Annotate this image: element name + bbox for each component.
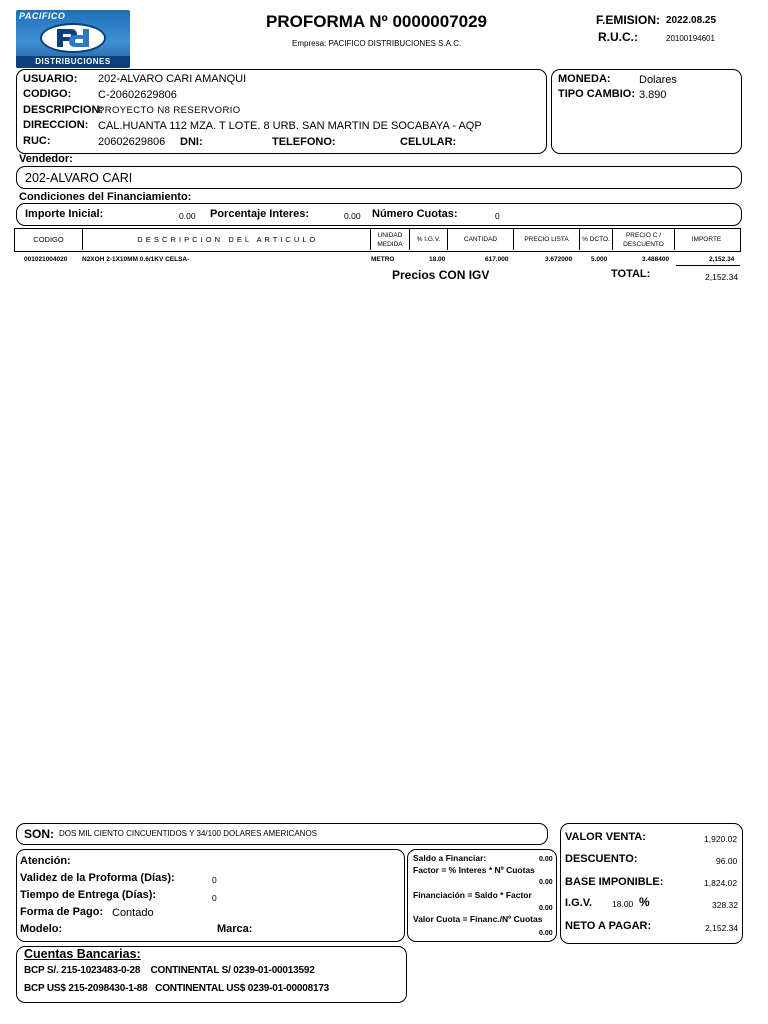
saldo-value: 0.00 xyxy=(539,856,553,863)
importe-inicial-label: Importe Inicial: xyxy=(25,208,104,220)
base-imponible-label: BASE IMPONIBLE: xyxy=(565,876,664,888)
telefono-label: TELEFONO: xyxy=(272,136,336,148)
tiempo-entrega-value: 0 xyxy=(212,893,217,903)
modelo-label: Modelo: xyxy=(20,923,63,935)
logo-bottom-text: DISTRIBUCIONES xyxy=(16,56,130,68)
descripcion-value: PROYECTO N8 RESERVORIO xyxy=(98,105,241,116)
row-dcto: 5.000 xyxy=(591,256,608,263)
validez-value: 0 xyxy=(212,875,217,885)
tiempo-entrega-label: Tiempo de Entrega (Días): xyxy=(20,889,157,901)
row-cantidad: 617.000 xyxy=(485,256,509,263)
col-precio-desc: PRECIO C / DESCUENTO xyxy=(612,229,674,250)
usuario-label: USUARIO: xyxy=(23,73,78,85)
items-table-header xyxy=(14,228,741,252)
descripcion-label: DESCRIPCION: xyxy=(23,104,104,116)
row-precio-desc: 3.488400 xyxy=(642,256,670,263)
descuento-label: DESCUENTO: xyxy=(565,853,638,865)
codigo-label: CODIGO: xyxy=(23,88,72,100)
factor-label: Factor = % Interes * Nº Cuotas xyxy=(413,865,535,875)
col-igv: % I.G.V. xyxy=(409,229,447,250)
financiacion-value: 0.00 xyxy=(539,905,553,912)
factor-value: 0.00 xyxy=(539,879,553,886)
tipo-cambio-label: TIPO CAMBIO: xyxy=(558,88,635,100)
emision-value: 2022.08.25 xyxy=(666,15,717,26)
row-importe: 2,152.34 xyxy=(709,256,735,263)
cuotas-label: Número Cuotas: xyxy=(372,208,458,220)
celular-label: CELULAR: xyxy=(400,136,457,148)
ruc-label: R.U.C.: xyxy=(598,30,638,44)
valor-cuota-label: Valor Cuota = Financ./Nº Cuotas xyxy=(413,914,543,924)
tipo-cambio-value: 3.890 xyxy=(639,89,667,101)
valor-venta-label: VALOR VENTA: xyxy=(565,831,646,843)
base-imponible-value: 1,824.02 xyxy=(704,878,738,888)
codigo-value: C-20602629806 xyxy=(98,89,177,101)
validez-label: Validez de la Proforma (Días): xyxy=(20,872,175,884)
logo-top-text: PACIFICO xyxy=(19,11,66,21)
row-igv: 18.00 xyxy=(429,256,446,263)
row-precio-lista: 3.672000 xyxy=(545,256,573,263)
valor-venta-value: 1,920.02 xyxy=(704,834,738,844)
vendedor-label: Vendedor: xyxy=(19,153,73,165)
vendedor-value: 202-ALVARO CARI xyxy=(25,171,133,185)
col-unidad: UNIDAD MEDIDA xyxy=(370,229,409,250)
dni-label: DNI: xyxy=(180,136,203,148)
col-codigo: CODIGO xyxy=(33,235,64,244)
row-unidad: METRO xyxy=(371,256,395,263)
valor-cuota-value: 0.00 xyxy=(539,930,553,937)
igv-label: I.G.V. xyxy=(565,897,593,909)
total-value: 2,152.34 xyxy=(705,272,739,282)
bank-title: Cuentas Bancarias: xyxy=(24,947,141,961)
porcentaje-label: Porcentaje Interes: xyxy=(210,208,310,220)
ruc-client-value: 20602629806 xyxy=(98,136,166,148)
bank-line-2: BCP US$ 215-2098430-1-88 CONTINENTAL US$ 0239-01-00008173 xyxy=(24,983,330,994)
total-label: TOTAL: xyxy=(611,268,651,280)
total-rule xyxy=(676,265,740,266)
col-importe: IMPORTE xyxy=(674,229,738,250)
saldo-label: Saldo a Financiar: xyxy=(413,853,487,863)
proforma-title: PROFORMA Nº 0000007029 xyxy=(266,12,488,31)
financiacion-label: Financiación = Saldo * Factor xyxy=(413,890,532,900)
forma-pago-value: Contado xyxy=(112,907,154,919)
forma-pago-label: Forma de Pago: xyxy=(20,906,104,918)
son-value: DOS MIL CIENTO CINCUENTIDOS Y 34/100 DOLARES AMERICANOS xyxy=(59,829,317,838)
empresa-name: Empresa: PACIFICO DISTRIBUCIONES S.A.C. xyxy=(292,39,462,48)
igv-percent-sign: % xyxy=(639,895,650,909)
neto-value: 2,152.34 xyxy=(705,923,739,933)
row-codigo: 001021004020 xyxy=(24,256,68,263)
usuario-value: 202-ALVARO CARI AMANQUI xyxy=(98,73,247,85)
direccion-value: CAL.HUANTA 112 MZA. T LOTE. 8 URB. SAN MARTIN DE SOCABAYA - AQP xyxy=(98,120,482,132)
bank-line-1: BCP S/. 215-1023483-0-28 CONTINENTAL S/ 0239-01-00013592 xyxy=(24,965,315,976)
descuento-value: 96.00 xyxy=(716,856,738,866)
ruc-client-label: RUC: xyxy=(23,135,51,147)
precios-note: Precios CON IGV xyxy=(392,268,490,282)
importe-inicial-value: 0.00 xyxy=(179,211,196,221)
emision-label: F.EMISION: xyxy=(596,13,661,27)
porcentaje-value: 0.00 xyxy=(344,211,361,221)
pd-monogram-icon xyxy=(54,26,92,50)
atencion-label: Atención: xyxy=(20,855,71,867)
direccion-label: DIRECCION: xyxy=(23,119,89,131)
neto-label: NETO A PAGAR: xyxy=(565,920,652,932)
moneda-label: MONEDA: xyxy=(558,73,611,85)
ruc-value: 20100194601 xyxy=(666,34,715,43)
col-precio-lista: PRECIO LISTA xyxy=(513,229,579,250)
row-descripcion: N2XOH 2-1X10MM 0.6/1KV CELSA- xyxy=(82,256,190,263)
col-dcto: % DCTO. xyxy=(579,229,612,250)
company-logo xyxy=(16,10,130,68)
col-cantidad: CANTIDAD xyxy=(447,229,513,250)
son-label: SON: xyxy=(24,827,54,841)
igv-rate: 18.00 xyxy=(612,899,634,909)
financing-title: Condiciones del Financiamiento: xyxy=(19,191,192,203)
marca-label: Marca: xyxy=(217,923,253,935)
moneda-value: Dolares xyxy=(639,74,677,86)
cuotas-value: 0 xyxy=(495,211,500,221)
igv-value: 328.32 xyxy=(712,900,738,910)
col-descripcion: D E S C R I P C I O N D E L A R T I C U L O xyxy=(82,229,370,250)
